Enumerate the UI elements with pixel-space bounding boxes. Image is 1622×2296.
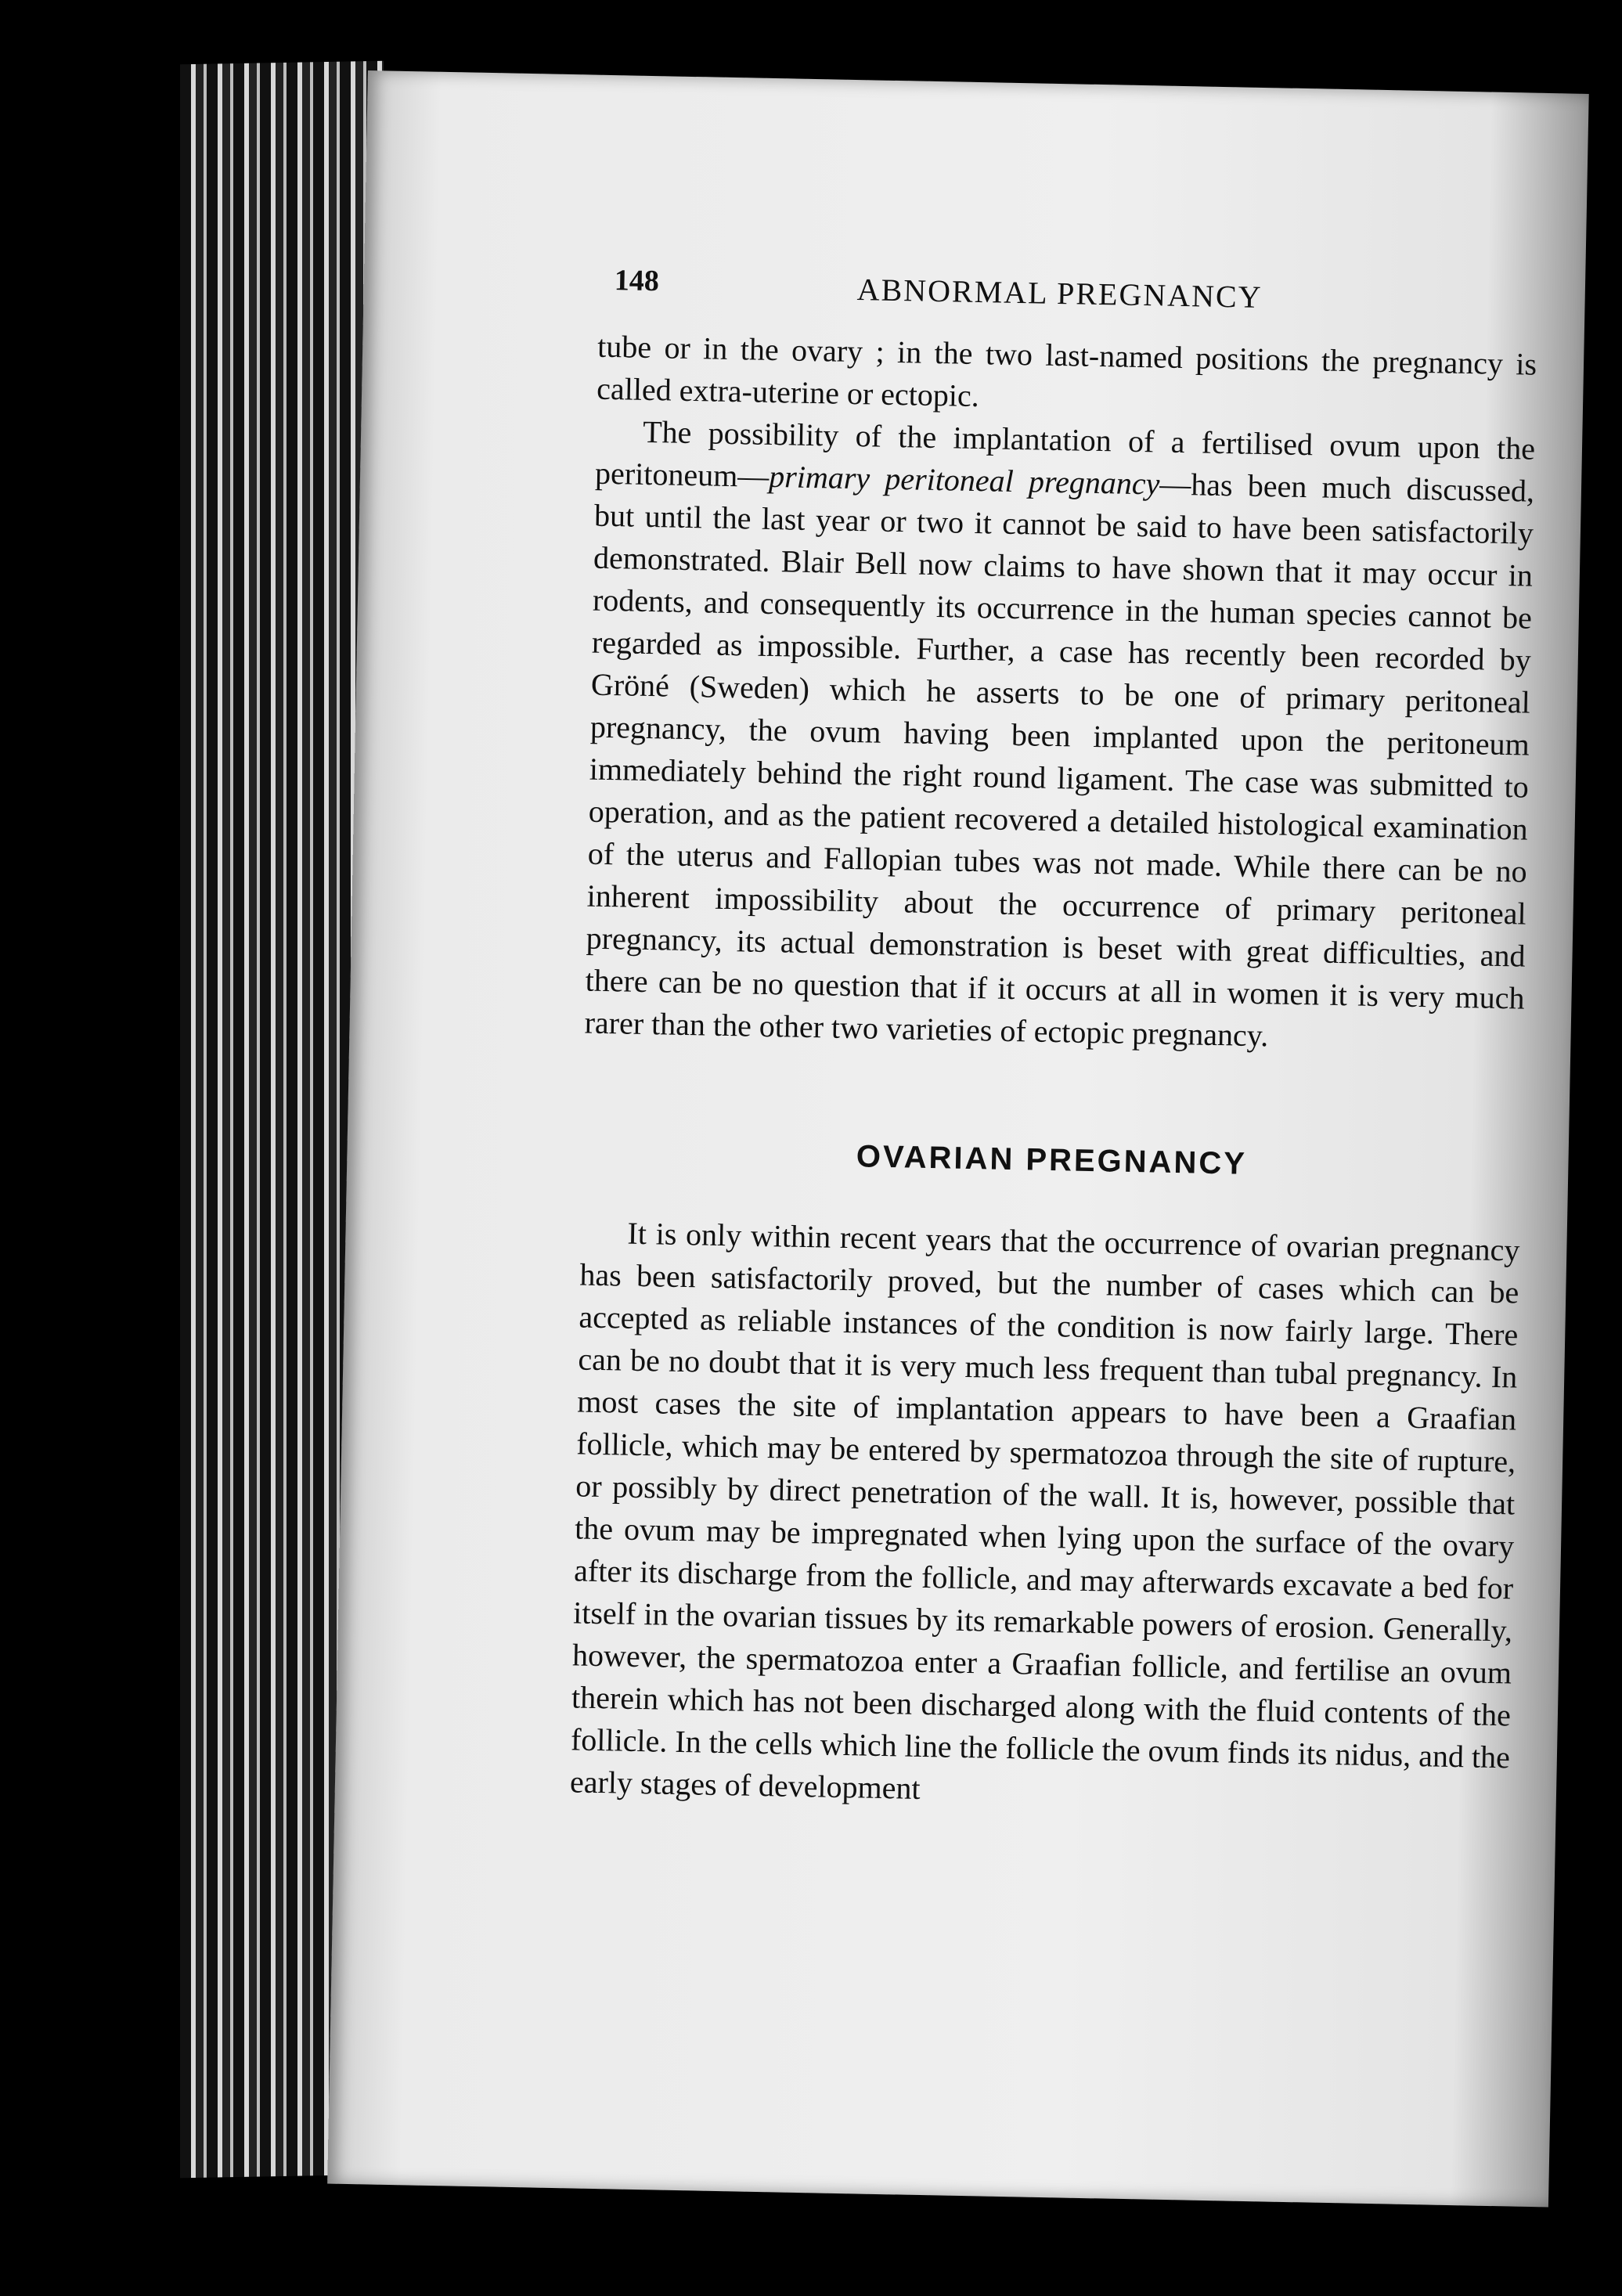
- body-text: [570, 326, 1537, 1822]
- page-header: [614, 263, 1530, 327]
- paragraph-ovarian: It is only within recent years that the occurrence of ovarian pregnancy has been satisfactorily proved, but the number of cases which can be accepted as reliable instances of the condition is now fairly large. There can be no doubt that it is very much less frequent than tubal pregnancy. In most cases the site of implantation appears to have been a Graafian follicle, which may be entered by spermatozoa through the site of rupture, or possibly by direct penetration of the wall. It is, however, possible that the ovum may be impregnated when lying upon the surface of the ovary after its discharge from the follicle, and may afterwards excavate a bed for itself in the ovarian tissues by its remarkable powers of erosion. Generally, however, the spermatozoa enter a Graafian follicle, and fertilise an ovum therein which has not been discharged along with the fluid contents of the follicle. In the cells which line the follicle the ovum finds its nidus, and the early stages of development: [569, 1215, 1520, 1806]
- section-heading: OVARIAN PREGNANCY: [856, 1139, 1248, 1181]
- page-number: 148: [614, 264, 660, 298]
- paragraph-text: —has been much discussed, but until the last year or two it cannot be said to have been satisfactorily demonstrated. Blair Bell now claims to have shown that it may occur in rodents, and consequently its occurrence in the human species cannot be regarded as impossible. Further, a case has recently been recorded by Gröné (Sweden) which he asserts to be one of primary peritoneal pregnancy, the ovum having been implanted upon the peritoneum immediately behind the right round ligament. The case was submitted to operation, and as the patient recovered a detailed histological examination of the uterus and Fallopian tubes was not made. While there can be no inherent impossibility about the occurrence of primary peritoneal pregnancy, its actual demonstration is beset with great difficulties, and there can be no question that if it occurs at all in women it is very much rarer than the other two varieties of ectopic pregnancy.: [584, 466, 1535, 1054]
- paragraph-text: The possibility of the implantation of a fertilised ovum upon the peritoneum—: [594, 413, 1536, 494]
- italic-term: primary peritoneal pregnancy: [768, 458, 1160, 502]
- paragraph-peritoneal: [584, 410, 1535, 1062]
- book-page: [327, 70, 1589, 2207]
- running-title: ABNORMAL PREGNANCY: [856, 272, 1263, 315]
- paragraph-continuation: tube or in the ovary ; in the two last-named positions the pregnancy is called extra-uterine or ectopic.: [596, 328, 1537, 414]
